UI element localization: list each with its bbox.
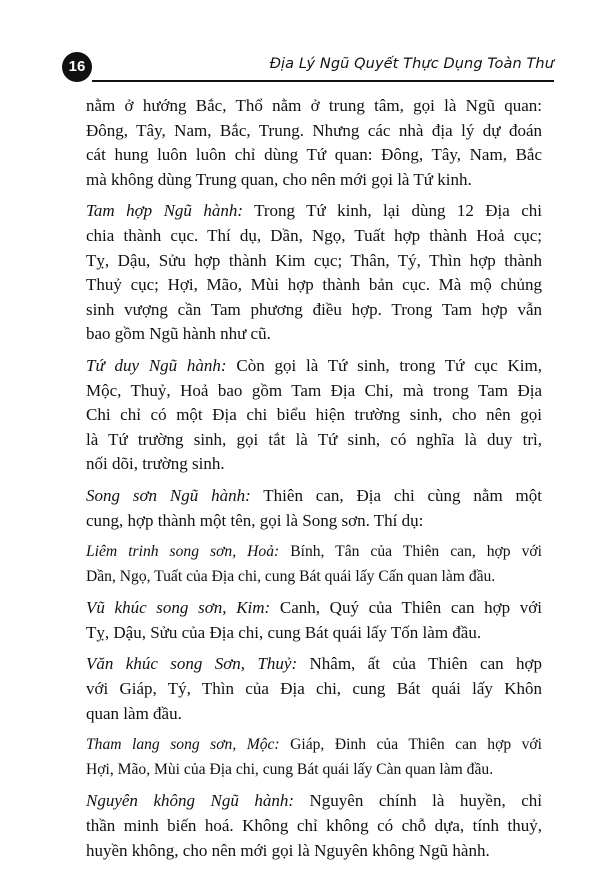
- line-text: Bính, Tân của Thiên can, hợp với: [279, 543, 542, 561]
- text-line: với Giáp, Tý, Thìn của Địa chi, cung Bát quái lấy Khôn: [86, 679, 542, 699]
- paragraph: [86, 596, 542, 645]
- line-text: Nhâm, ất của Thiên can hợp: [297, 654, 542, 674]
- text-line: Hợi, Mão, Mùi của Địa chi, cung Bát quái lấy Càn quan làm đầu.: [86, 760, 494, 778]
- term-heading: Tam hợp Ngũ hành:: [86, 201, 243, 221]
- term-heading: Nguyên không Ngũ hành:: [86, 791, 295, 811]
- text-line: cát hung luôn luôn chỉ dùng Tứ quan: Đông, Tây, Nam, Bắc: [86, 145, 542, 165]
- text-line: quan làm đầu.: [86, 703, 182, 723]
- text-line: Tỵ, Dậu, Sửu của Địa chi, cung Bát quái lấy Tốn làm đầu.: [86, 622, 482, 642]
- text-line: huyền không, cho nên mới gọi là Nguyên không Ngũ hành.: [86, 840, 490, 860]
- text-line: [86, 652, 542, 677]
- page-number-badge: 16: [62, 52, 92, 82]
- paragraph: [86, 199, 542, 347]
- text-line: [86, 540, 542, 565]
- line-text: Trong Tứ kinh, lại dùng 12 Địa chi: [242, 201, 542, 221]
- text-line: [86, 199, 542, 224]
- text-line: Thuỷ cục; Hợi, Mão, Mùi hợp thành bản cục. Mà mộ chủng: [86, 275, 542, 295]
- paragraph: [86, 484, 542, 533]
- running-title: Địa Lý Ngũ Quyết Thực Dụng Toàn Thư: [269, 56, 554, 72]
- text-line: Dần, Ngọ, Tuất của Địa chi, cung Bát quái lấy Cấn quan làm đầu.: [86, 567, 496, 585]
- text-line: [86, 484, 542, 509]
- line-text: Nguyên chính là huyền, chỉ: [294, 791, 542, 811]
- text-line: Tỵ, Dậu, Sửu hợp thành Kim cục; Thân, Tý, Thìn hợp thành: [86, 250, 542, 270]
- term-heading: Văn khúc song Sơn, Thuỷ:: [86, 654, 298, 674]
- text-line: cung, hợp thành một tên, gọi là Song sơn. Thí dụ:: [86, 510, 424, 530]
- text-line: [86, 596, 542, 621]
- text-line: Mộc, Thuỷ, Hoả bao gồm Tam Địa Chi, mà trong Tam Địa: [86, 380, 542, 400]
- paragraph: [86, 733, 542, 782]
- paragraph: [86, 540, 542, 589]
- text-line: thần minh biến hoá. Không chỉ không có chỗ dựa, tính thuỷ,: [86, 816, 542, 836]
- line-text: Canh, Quý của Thiên can hợp với: [270, 598, 542, 618]
- paragraph: [86, 94, 542, 192]
- term-heading: Tham lang song sơn, Mộc:: [86, 736, 280, 754]
- line-text: Còn gọi là Tứ sinh, trong Tứ cục Kim,: [226, 355, 542, 375]
- paragraph: [86, 354, 542, 477]
- term-heading: Liêm trinh song sơn, Hoả:: [86, 543, 280, 561]
- text-line: Đông, Tây, Nam, Bắc, Trung. Nhưng các nhà địa lý dự đoán: [86, 120, 542, 140]
- term-heading: Tứ duy Ngũ hành:: [86, 355, 227, 375]
- text-line: nối dõi, trường sinh.: [86, 454, 225, 474]
- line-text: Giáp, Đinh của Thiên can hợp với: [279, 736, 542, 754]
- text-line: Chi chỉ có một Địa chi biểu hiện trường sinh, cho nên gọi: [86, 405, 542, 425]
- text-line: mà không dùng Trung quan, cho nên mới gọi là Tứ kinh.: [86, 169, 472, 189]
- text-line: chia thành cục. Thí dụ, Dần, Ngọ, Tuất hợp thành Hoả cục;: [86, 225, 542, 245]
- text-line: [86, 789, 542, 814]
- text-line: là Tứ trường sinh, gọi tắt là Tứ sinh, có nghĩa là duy trì,: [86, 429, 542, 449]
- text-line: bao gồm Ngũ hành như cũ.: [86, 324, 271, 344]
- paragraph: [86, 652, 542, 726]
- line-text: Thiên can, Địa chi cùng nằm một: [250, 485, 542, 505]
- term-heading: Vũ khúc song sơn, Kim:: [86, 598, 271, 618]
- page-header: [62, 50, 554, 84]
- text-line: [86, 733, 542, 758]
- text-line: nằm ở hướng Bắc, Thổ nằm ở trung tâm, gọi là Ngũ quan:: [86, 96, 542, 115]
- page-body: [86, 94, 542, 870]
- text-line: sinh vượng cần Tam phương điều hợp. Trong Tam hợp vẫn: [86, 299, 542, 319]
- header-rule: [92, 80, 554, 82]
- term-heading: Song sơn Ngũ hành:: [86, 485, 251, 505]
- paragraph: [86, 789, 542, 863]
- text-line: [86, 354, 542, 379]
